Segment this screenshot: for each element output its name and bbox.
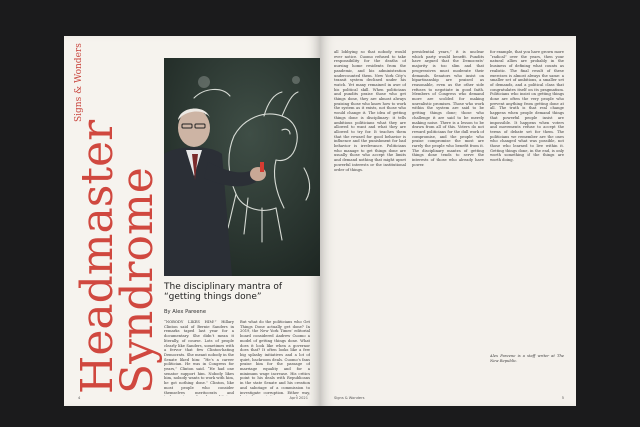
author-bio: Alex Pareene is a staff writer at The New Republic.: [490, 354, 564, 363]
body-text: presidential years,” it is unclear which party would benefit. Pundits have argued that the Democrats’ majority is too slim and that progressives must moderate their demands. Senators who insist on bipartisanship are praised as reasonable, even as the other side refuses to negotiate in good faith. Members of Congress who demand more are scolded for making unrealistic promises. Those who work within the system are said to be getting things done; those who challenge it are said to be merely making noise. There is a lesson to be drawn from all of this. Voters do not reward politicians for the dull work of compromise, and the people who praise compromise the most are rarely the people who benefit from it. The disciplinary mantra of getting things done tends to serve the interests of those who already have power.: [412, 50, 484, 167]
page-number: 5: [561, 396, 564, 400]
chalkboard-photo: [164, 58, 320, 276]
headline-line-1: Headmaster: [72, 119, 123, 394]
body-text: “NOBODY LIKES HIM!” Hillary Clinton said of Bernie Sanders in remarks taped last year for a documentary. She didn’t mean it literally, of course. Lots of people clearly like Sanders, sometimes with a fervor that few Clinton-hating Democrats. She meant nobody in the Senate liked him: “He’s a career politician. He was in Congress for years,” Clinton said. “He had one senator support him. Nobody likes him, nobody wants to work with him, he got nothing done.” Clinton, like most people who consider themselves meritocrats and: [164, 320, 234, 395]
headline: [72, 119, 164, 394]
headline-line-2: Syndrome: [112, 167, 164, 394]
byline: By Alex Pareene: [164, 309, 207, 315]
deck-subtitle: The disciplinary mantra of “getting things done”: [164, 282, 283, 303]
body-column-2: [240, 320, 310, 396]
left-page: [64, 36, 320, 406]
body-column-5: [490, 50, 564, 350]
body-column-3: [334, 50, 406, 396]
body-text: for example, that you have grown more “radical” over the years, then your natural allies are probably in the business of defining what counts as realistic. The final result of these exercises is almost always the same: a smaller set of ambitions, a smaller set of demands, and a political class that congratulates itself on its pragmatism. Politicians who insist on getting things done are often the very people who prevent anything from getting done at all. The truth is that real change happens when people demand things that powerful people insist are impossible. It happens when voters and movements refuse to accept the terms of debate set for them. The politicians we remember are the ones who changed what was possible, not those who learned to live within it. Getting things done, in the end, is only worth something if the things are worth doing.: [490, 50, 564, 163]
author-note: [490, 354, 564, 370]
section-tag: Signs & Wonders: [74, 43, 84, 122]
magazine-spread: [64, 36, 576, 406]
body-text: all lobbying so that nobody would ever notice. Cuomo refused to take responsibility for the deaths of nursing home residents from the pandemic, and his administration undercounted them. New York City’s transit system declined under his watch. Yet many remained in awe of his political skill. When politicians and pundits praise those who get things done, they are almost always praising those who know how to work the system as it exists, not those who would change it. The idea of getting things done is disciplinary: it tells ambitious politicians what they are allowed to want and what they are allowed to try for. It teaches them that the reward for good behavior is influence and the punishment for bad behavior is irrelevance. Politicians who manage to get things done are usually those who accept the limits and demand nothing that might upset powerful interests or the institutional order of things.: [334, 50, 406, 172]
right-page: [320, 36, 576, 406]
body-column-4: [412, 50, 484, 396]
headmaster-illustration: [164, 58, 320, 276]
section-footer: Signs & Wonders: [334, 396, 365, 400]
body-column-1: [164, 320, 234, 396]
issue-date: April 2021: [289, 396, 308, 400]
page-number: 4: [78, 396, 81, 400]
body-text: But what do the politicians who Get Things Done actually get done? In 2019, the New York Times’ editorial board considered Andrew Cuomo a model of getting things done. What does it look like when a governor does that? It often looks like a few big splashy initiatives and a lot of quiet, backroom deals. Cuomo’s fans praise him for the passage of marriage equality and for a minimum wage increase. His critics point to his deals with Republicans in the state Senate and his creation and sabotage of a commission to investigate corruption. Either way,: [240, 320, 310, 395]
